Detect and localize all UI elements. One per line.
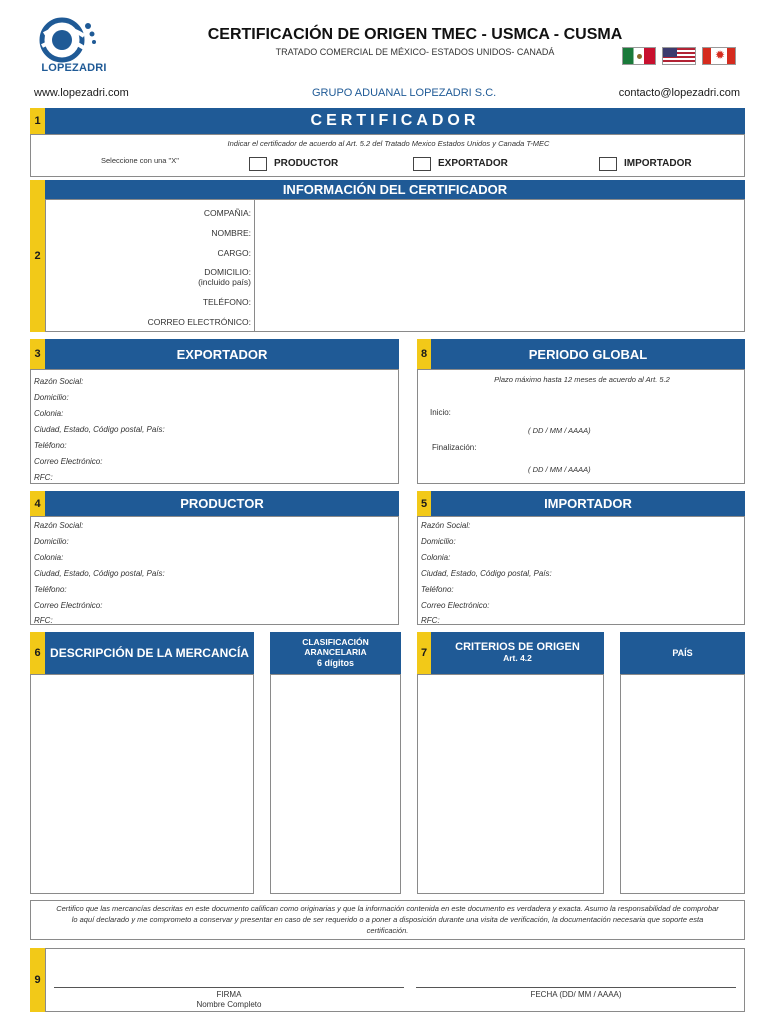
section-title-exportador: EXPORTADOR: [45, 339, 399, 369]
inicio-date-format: ( DD / MM / AAAA): [528, 426, 591, 435]
exportador-label: EXPORTADOR: [438, 158, 508, 169]
usa-flag-icon: [662, 47, 696, 65]
signature-label: FIRMA: [216, 990, 242, 999]
date-label: FECHA (DD/ MM / AAAA): [530, 990, 622, 999]
periodo-global-box: [417, 369, 745, 484]
imp-domicilio: Domicilio:: [421, 537, 456, 546]
section-title-importador: IMPORTADOR: [431, 491, 745, 516]
globe-logo-icon: [34, 12, 114, 68]
criterios-title: CRITERIOS DE ORIGEN: [455, 641, 580, 653]
section-title-certificador: CERTIFICADOR: [45, 108, 745, 134]
prod-colonia: Colonia:: [34, 553, 64, 562]
field-label-correo: CORREO ELECTRÓNICO:: [147, 317, 251, 327]
date-line[interactable]: [416, 987, 736, 988]
exp-rfc: RFC:: [34, 473, 53, 482]
descripcion-box[interactable]: [30, 674, 254, 894]
certificador-box: [30, 134, 745, 177]
exportador-box: [30, 369, 399, 484]
exp-correo: Correo Electrónico:: [34, 457, 103, 466]
exp-telefono: Teléfono:: [34, 441, 67, 450]
page-subtitle: TRATADO COMERCIAL DE MÉXICO- ESTADOS UNIDOS- CANADÁ: [275, 47, 555, 57]
section-number-3: 3: [30, 339, 45, 369]
imp-telefono: Teléfono:: [421, 585, 454, 594]
country-flags: [622, 47, 738, 67]
exp-colonia: Colonia:: [34, 409, 64, 418]
clasificacion-title: CLASIFICACIÓN ARANCELARIA: [302, 637, 369, 657]
prod-correo: Correo Electrónico:: [34, 601, 103, 610]
criterios-sub: Art. 4.2: [503, 653, 532, 663]
logo-text: LOPEZADRI: [41, 62, 107, 74]
imp-razon-social: Razón Social:: [421, 521, 471, 530]
declaration-text: Certifico que las mercancías descritas en este documento califican como originarias y que la información contenida en este documento es verdadera y exacta. Asumo la responsabilidad de comprobar lo aquí declarado y me comprometo a conservar y presentar en caso de ser requerido o a poner a disposición durante una visita de verificación, la documentación necesaria que soporte esta certificación.: [56, 904, 719, 935]
field-label-compania: COMPAÑIA:: [203, 208, 251, 218]
clasificacion-box[interactable]: [270, 674, 401, 894]
certificador-instruction: Indicar el certificador de acuerdo al Art. 5.2 del Tratado Mexico Estados Unidos y Canada T-MEC: [227, 139, 550, 148]
pais-header: PAÍS: [620, 632, 745, 674]
productor-checkbox[interactable]: [249, 157, 267, 171]
signature-box: [45, 948, 745, 1012]
field-label-cargo: CARGO:: [217, 248, 251, 258]
section-number-9: 9: [30, 948, 45, 1012]
email-link[interactable]: contacto@lopezadri.com: [618, 87, 740, 99]
certificador-info-box: [45, 199, 745, 332]
imp-correo: Correo Electrónico:: [421, 601, 490, 610]
section-number-4: 4: [30, 491, 45, 516]
select-instruction: Seleccione con una "X": [101, 156, 179, 165]
importador-label: IMPORTADOR: [624, 158, 692, 169]
section-number-5: 5: [417, 491, 431, 516]
section-title-productor: PRODUCTOR: [45, 491, 399, 516]
productor-box: [30, 516, 399, 625]
fin-date-format: ( DD / MM / AAAA): [528, 465, 591, 474]
website-link[interactable]: www.lopezadri.com: [34, 87, 129, 99]
mexico-flag-icon: [622, 47, 656, 65]
importador-checkbox[interactable]: [599, 157, 617, 171]
section-number-1: 1: [30, 108, 45, 134]
section-title-periodo-global: PERIODO GLOBAL: [431, 339, 745, 369]
section-title-descripcion: DESCRIPCIÓN DE LA MERCANCÍA: [45, 632, 254, 674]
declaration-box: [30, 900, 745, 940]
importador-box: [417, 516, 745, 625]
criterios-header: [431, 632, 604, 674]
field-label-domicilio: DOMICILIO:: [204, 267, 251, 277]
finalizacion-label: Finalización:: [432, 443, 477, 452]
imp-rfc: RFC:: [421, 616, 440, 625]
field-label-domicilio-note: (incluido país): [198, 277, 251, 287]
divider: [254, 200, 255, 331]
productor-label: PRODUCTOR: [274, 158, 339, 169]
inicio-label: Inicio:: [430, 408, 451, 417]
periodo-note: Plazo máximo hasta 12 meses de acuerdo al Art. 5.2: [494, 375, 670, 384]
prod-rfc: RFC:: [34, 616, 53, 625]
criterios-box[interactable]: [417, 674, 604, 894]
exportador-checkbox[interactable]: [413, 157, 431, 171]
section-number-7: 7: [417, 632, 431, 674]
field-label-telefono: TELÉFONO:: [202, 297, 251, 307]
signature-sub-label: Nombre Completo: [196, 1000, 262, 1009]
signature-line[interactable]: [54, 987, 404, 988]
exp-ciudad: Ciudad, Estado, Código postal, País:: [34, 425, 165, 434]
company-name: GRUPO ADUANAL LOPEZADRI S.C.: [312, 87, 497, 99]
imp-ciudad: Ciudad, Estado, Código postal, País:: [421, 569, 552, 578]
imp-colonia: Colonia:: [421, 553, 451, 562]
clasificacion-sub: 6 dígitos: [316, 658, 354, 668]
pais-box[interactable]: [620, 674, 745, 894]
prod-ciudad: Ciudad, Estado, Código postal, País:: [34, 569, 165, 578]
prod-razon-social: Razón Social:: [34, 521, 84, 530]
exp-domicilio: Domicilio:: [34, 393, 69, 402]
page-title: CERTIFICACIÓN DE ORIGEN TMEC - USMCA - CUSMA: [207, 26, 623, 43]
field-label-nombre: NOMBRE:: [211, 228, 251, 238]
exp-razon-social: Razón Social:: [34, 377, 84, 386]
contact-row: [34, 87, 740, 103]
prod-domicilio: Domicilio:: [34, 537, 69, 546]
section-number-8: 8: [417, 339, 431, 369]
section-number-2: 2: [30, 180, 45, 332]
prod-telefono: Teléfono:: [34, 585, 67, 594]
clasificacion-header: [270, 632, 401, 674]
section-number-6: 6: [30, 632, 45, 674]
section-title-info-certificador: INFORMACIÓN DEL CERTIFICADOR: [45, 180, 745, 199]
canada-flag-icon: [702, 47, 736, 65]
